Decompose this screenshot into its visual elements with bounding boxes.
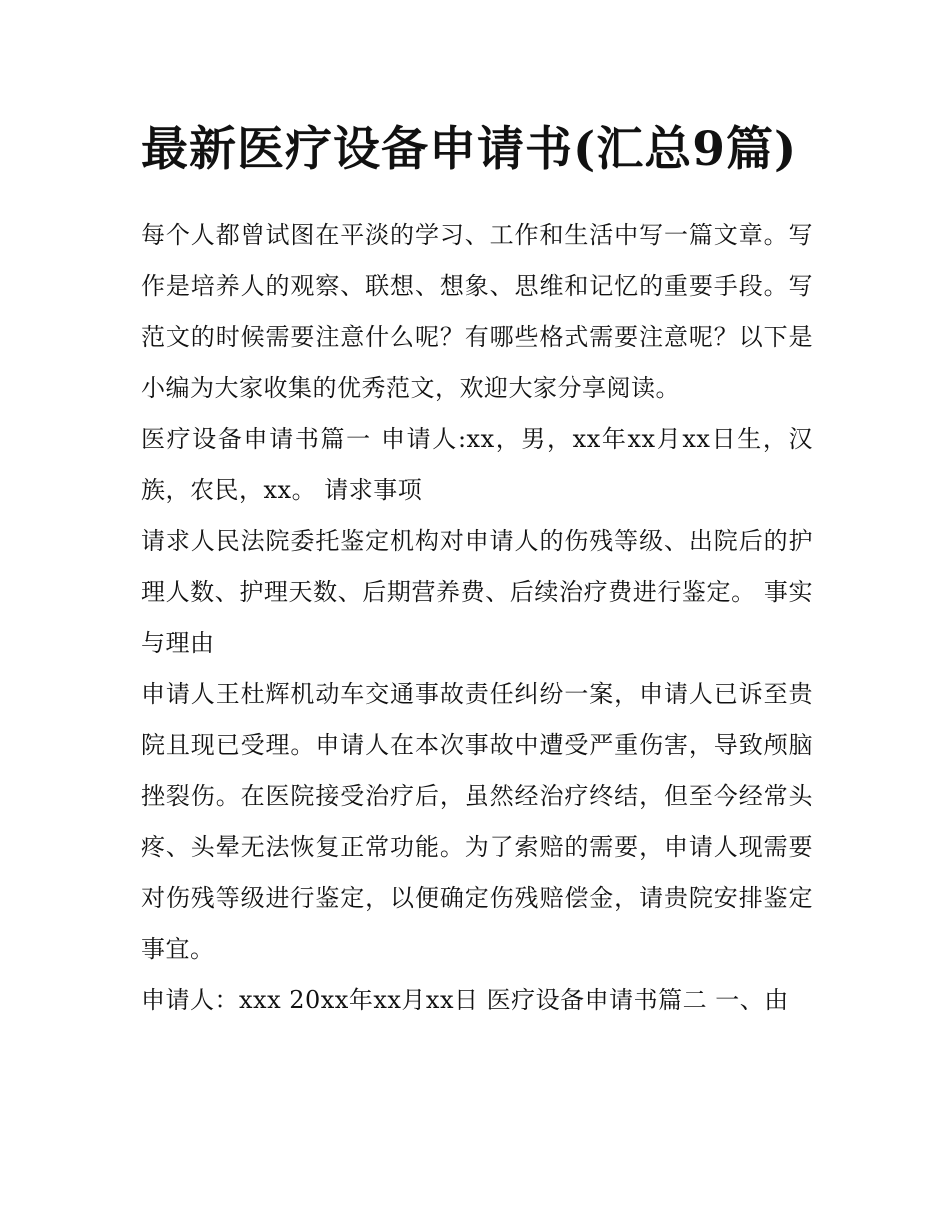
signature-paragraph: 申请人：xxx 20xx年xx月xx日 医疗设备申请书篇二 一、由 bbox=[141, 986, 789, 1014]
intro-paragraph: 每个人都曾试图在平淡的学习、工作和生活中写一篇文章。写作是培养人的观察、联想、想象、思维和记忆的重要手段。写范文的时候需要注意什么呢？有哪些格式需要注意呢？以下是小编为大家收集的优秀范文，欢迎大家分享阅读。 bbox=[141, 221, 813, 402]
request-items-paragraph: 请求人民法院委托鉴定机构对申请人的伤残等级、出院后的护理人数、护理天数、后期营养费、后续治疗费进行鉴定。 事实与理由 bbox=[141, 527, 813, 657]
facts-reasons-paragraph: 申请人王杜辉机动车交通事故责任纠纷一案，申请人已诉至贵院且现已受理。申请人在本次事故中遭受严重伤害，导致颅脑挫裂伤。在医院接受治疗后，虽然经治疗终结，但至今经常头疼、头晕无法恢复正常功能。为了索赔的需要，申请人现需要对伤残等级进行鉴定，以便确定伤残赔偿金，请贵院安排鉴定事宜。 bbox=[141, 680, 813, 963]
applicant-info-paragraph: 医疗设备申请书篇一 申请人:xx，男，xx年xx月xx日生，汉族，农民，xx。 请求事项 bbox=[141, 425, 813, 504]
document-body bbox=[141, 210, 813, 1026]
document-page bbox=[141, 112, 813, 1026]
document-title: 最新医疗设备申请书(汇总9篇) bbox=[141, 122, 798, 177]
